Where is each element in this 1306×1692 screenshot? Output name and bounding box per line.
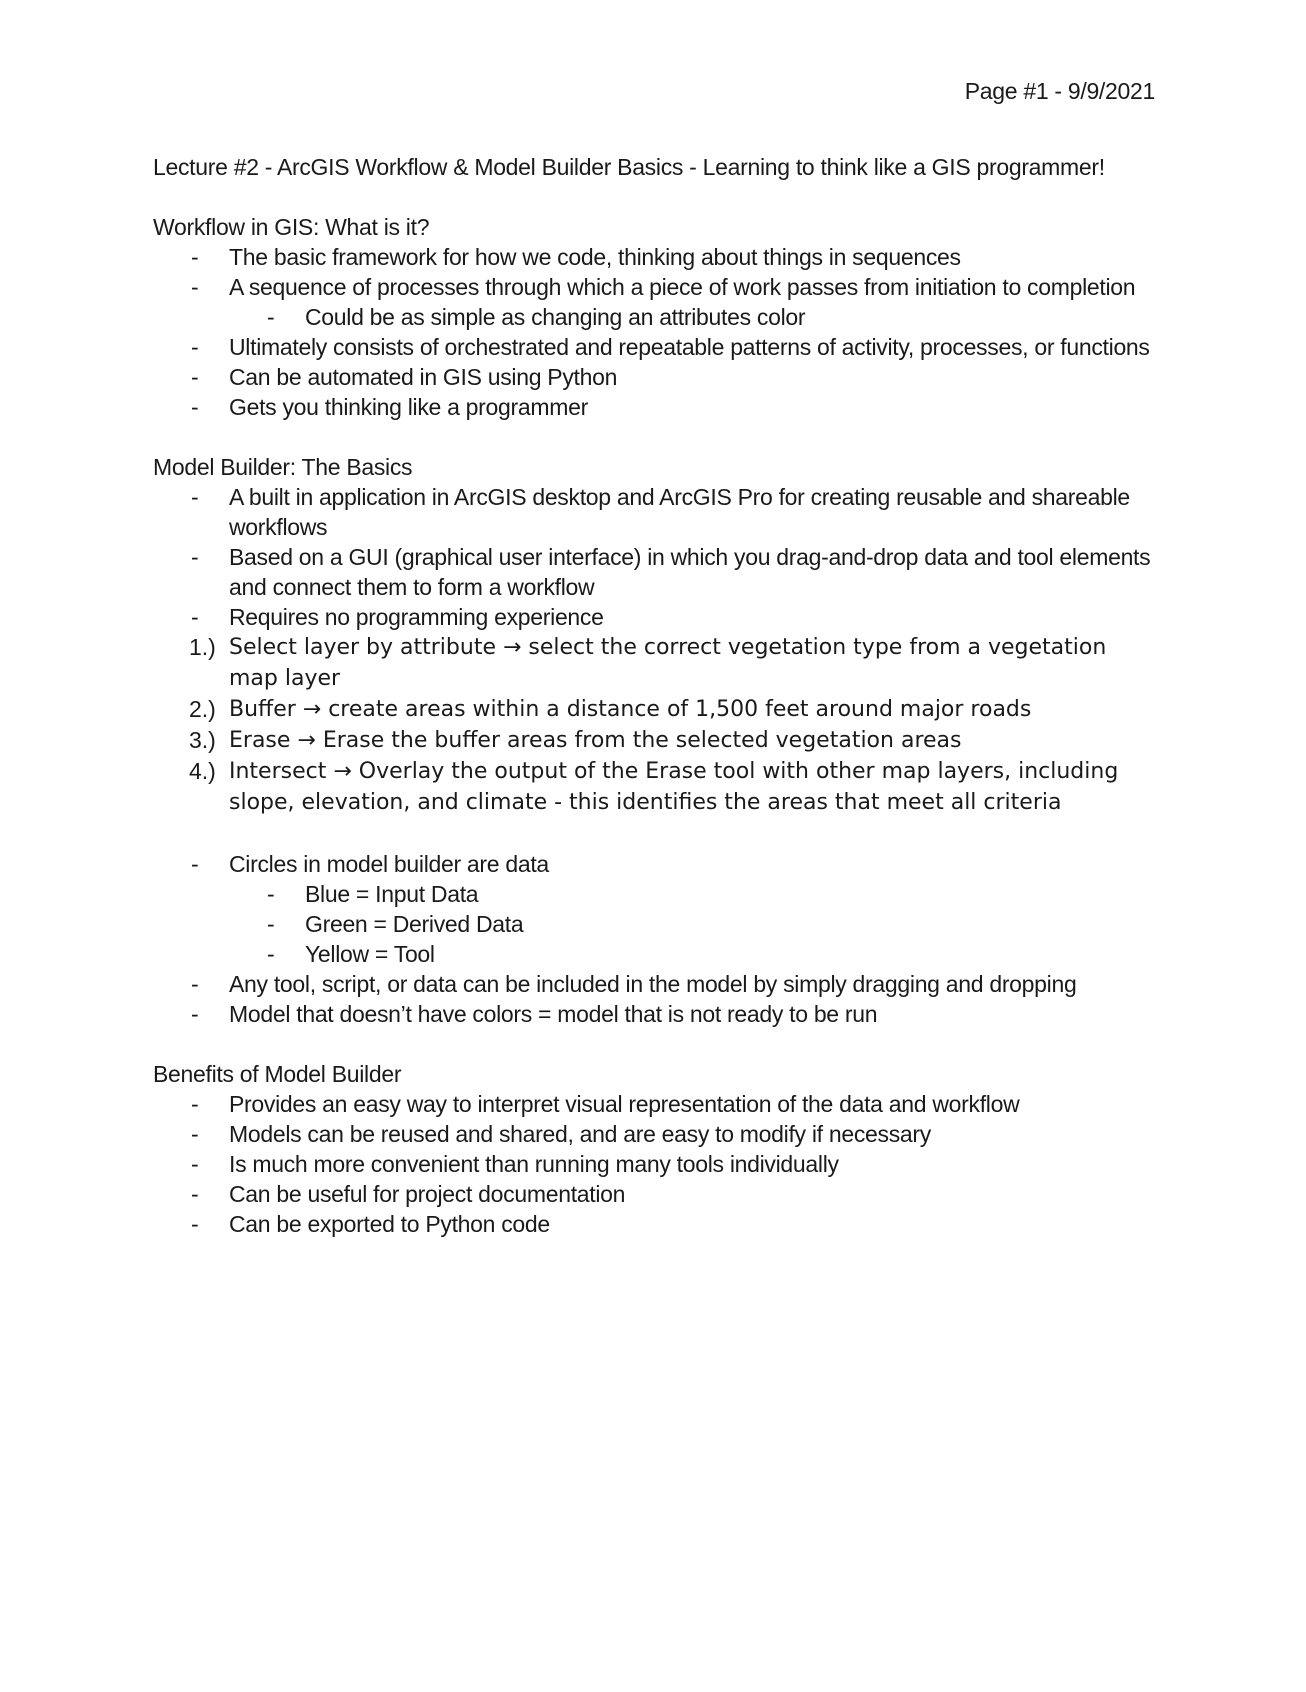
step-text: Intersect → Overlay the output of the Erase tool with other map layers, including slope, elevation, and climate - this identifies the areas that meet all criteria	[229, 759, 1119, 815]
page-number: Page #1 - 9/9/2021	[964, 78, 1155, 104]
list-item: - Can be exported to Python code	[153, 1209, 1153, 1239]
step-number: 1.)	[189, 634, 216, 660]
circles-list	[153, 849, 1153, 879]
list-item: - Circles in model builder are data	[153, 849, 1153, 879]
step-item	[153, 694, 1153, 725]
list-item: - Ultimately consists of orchestrated and repeatable patterns of activity, processes, or functions	[153, 332, 1153, 362]
workflow-list	[153, 242, 1153, 302]
color-legend-list	[153, 879, 1153, 969]
list-item: - The basic framework for how we code, thinking about things in sequences	[153, 242, 1153, 272]
step-item	[153, 632, 1153, 694]
model-builder-list-continued	[153, 969, 1153, 1029]
list-item: - Models can be reused and shared, and are easy to modify if necessary	[153, 1119, 1153, 1149]
list-item: - Green = Derived Data	[153, 909, 1153, 939]
document-body	[153, 152, 1153, 1269]
blank-line	[153, 818, 1153, 849]
list-item: - A sequence of processes through which a piece of work passes from initiation to completion	[153, 272, 1153, 302]
list-item: - Model that doesn’t have colors = model that is not ready to be run	[153, 999, 1153, 1029]
step-number: 2.)	[189, 696, 216, 722]
list-item: - Can be automated in GIS using Python	[153, 362, 1153, 392]
model-builder-list	[153, 482, 1153, 632]
lecture-title: Lecture #2 - ArcGIS Workflow & Model Builder Basics - Learning to think like a GIS programmer!	[153, 154, 1105, 180]
workflow-sublist	[153, 302, 1153, 332]
list-item: - Could be as simple as changing an attributes color	[153, 302, 1153, 332]
step-text: Buffer → create areas within a distance of 1,500 feet around major roads	[229, 697, 1032, 722]
list-item: - Any tool, script, or data can be included in the model by simply dragging and dropping	[153, 969, 1153, 999]
step-number: 3.)	[189, 727, 216, 753]
list-item: - Yellow = Tool	[153, 939, 1153, 969]
workflow-heading: Workflow in GIS: What is it?	[153, 214, 430, 240]
benefits-list	[153, 1089, 1153, 1239]
workflow-section	[153, 212, 1153, 422]
list-item: - Blue = Input Data	[153, 879, 1153, 909]
list-item: - Is much more convenient than running many tools individually	[153, 1149, 1153, 1179]
step-item	[153, 756, 1153, 818]
step-item	[153, 725, 1153, 756]
benefits-section	[153, 1059, 1153, 1239]
benefits-heading: Benefits of Model Builder	[153, 1061, 402, 1087]
list-item: - Can be useful for project documentation	[153, 1179, 1153, 1209]
step-text: Select layer by attribute → select the correct vegetation type from a vegetation map layer	[229, 635, 1107, 691]
workflow-list-continued	[153, 332, 1153, 422]
list-item: - Based on a GUI (graphical user interface) in which you drag-and-drop data and tool elements and connect them to form a workflow	[153, 542, 1153, 602]
list-item: - Requires no programming experience	[153, 602, 1153, 632]
step-text: Erase → Erase the buffer areas from the selected vegetation areas	[229, 728, 962, 753]
list-item: - A built in application in ArcGIS desktop and ArcGIS Pro for creating reusable and shareable workflows	[153, 482, 1153, 542]
workflow-steps	[153, 632, 1153, 818]
model-builder-section	[153, 452, 1153, 1029]
list-item: - Gets you thinking like a programmer	[153, 392, 1153, 422]
step-number: 4.)	[189, 758, 216, 784]
list-item: - Provides an easy way to interpret visual representation of the data and workflow	[153, 1089, 1153, 1119]
model-builder-heading: Model Builder: The Basics	[153, 454, 413, 480]
